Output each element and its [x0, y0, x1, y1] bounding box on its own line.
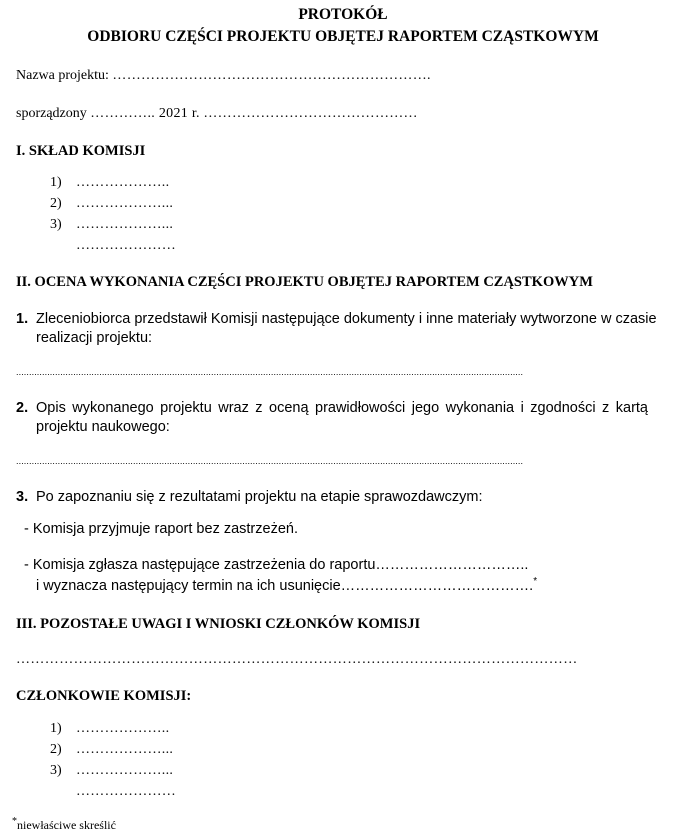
point-1-text-line1: Zleceniobiorca przedstawił Komisji następujące dokumenty i inne materiały wytworzone w czasie: [36, 311, 657, 327]
point-1-text-line2: realizacji projektu:: [36, 330, 153, 346]
document-title: PROTOKÓŁ: [298, 6, 388, 23]
point-1-number: 1.: [16, 311, 29, 327]
list-number: 2): [50, 196, 62, 211]
prepared-line: [16, 106, 418, 122]
point-2-text-line2: projektu naukowego:: [36, 419, 170, 435]
point-2-number: 2.: [16, 400, 29, 416]
list-number: 1): [50, 721, 62, 736]
member-item-2: [50, 742, 173, 758]
list-fill: …………………: [76, 238, 177, 253]
list-fill: ………………...: [76, 763, 174, 778]
footnote: [12, 816, 116, 833]
section-remarks-heading: III. POZOSTAŁE UWAGI I WNIOSKI CZŁONKÓW KOMISJI: [16, 616, 421, 632]
prepared-place-fill: ………………………………………: [203, 106, 418, 121]
option-reservations-line1: - Komisja zgłasza następujące zastrzeżenia do raportu…………………………..: [24, 557, 529, 573]
member-item-3: [50, 763, 173, 779]
list-fill: …………………: [76, 784, 177, 799]
list-fill: ………………...: [76, 742, 174, 757]
option-accept: - Komisja przyjmuje raport bez zastrzeżeń.: [24, 521, 298, 537]
project-name-fill: ………………………………………………………….: [112, 68, 431, 83]
member-item-4: [50, 784, 176, 800]
list-fill: ………………...: [76, 217, 174, 232]
remarks-dotted-line: ………………………………………………………………………………………………………: [16, 652, 578, 667]
prepared-label: sporządzony: [16, 106, 87, 121]
list-fill: ………………..: [76, 175, 170, 190]
list-number: 2): [50, 742, 62, 757]
option-reservations-line2: [36, 576, 537, 594]
document-subtitle: ODBIORU CZĘŚCI PROJEKTU OBJĘTEJ RAPORTEM CZĄSTKOWYM: [87, 28, 599, 45]
footnote-text: niewłaściwe skreślić: [17, 818, 116, 832]
list-number: 1): [50, 175, 62, 190]
section-commission-heading: I. SKŁAD KOMISJI: [16, 143, 146, 159]
list-number: 3): [50, 763, 62, 778]
footnote-star: *: [12, 816, 17, 827]
list-fill: ………………..: [76, 721, 170, 736]
point-2-text-line1: Opis wykonanego projektu wraz z oceną prawidłowości jego wykonania i zgodności z kartą: [36, 400, 648, 416]
project-name-line: [16, 68, 431, 84]
commission-item-4: [50, 238, 176, 254]
members-heading: CZŁONKOWIE KOMISJI:: [16, 688, 192, 704]
list-fill: ………………...: [76, 196, 174, 211]
list-number: 3): [50, 217, 62, 232]
commission-item-1: [50, 175, 169, 191]
commission-item-3: [50, 217, 173, 233]
project-name-label: Nazwa projektu:: [16, 68, 109, 83]
point-3-text: Po zapoznaniu się z rezultatami projektu na etapie sprawozdawczym:: [36, 489, 483, 505]
option-reservations-text: i wyznacza następujący termin na ich usunięcie………………………………….: [36, 577, 534, 594]
point-2-dotted-line: ...................................................................................................................................................................................................: [16, 456, 524, 466]
footnote-marker: *: [533, 576, 538, 587]
point-1-dotted-line: ...................................................................................................................................................................................................: [16, 367, 524, 377]
commission-item-2: [50, 196, 173, 212]
prepared-date-fill: ………….. 2021 r.: [90, 106, 200, 121]
section-evaluation-heading: II. OCENA WYKONANIA CZĘŚCI PROJEKTU OBJĘTEJ RAPORTEM CZĄSTKOWYM: [16, 274, 593, 290]
point-3-number: 3.: [16, 489, 29, 505]
member-item-1: [50, 721, 169, 737]
